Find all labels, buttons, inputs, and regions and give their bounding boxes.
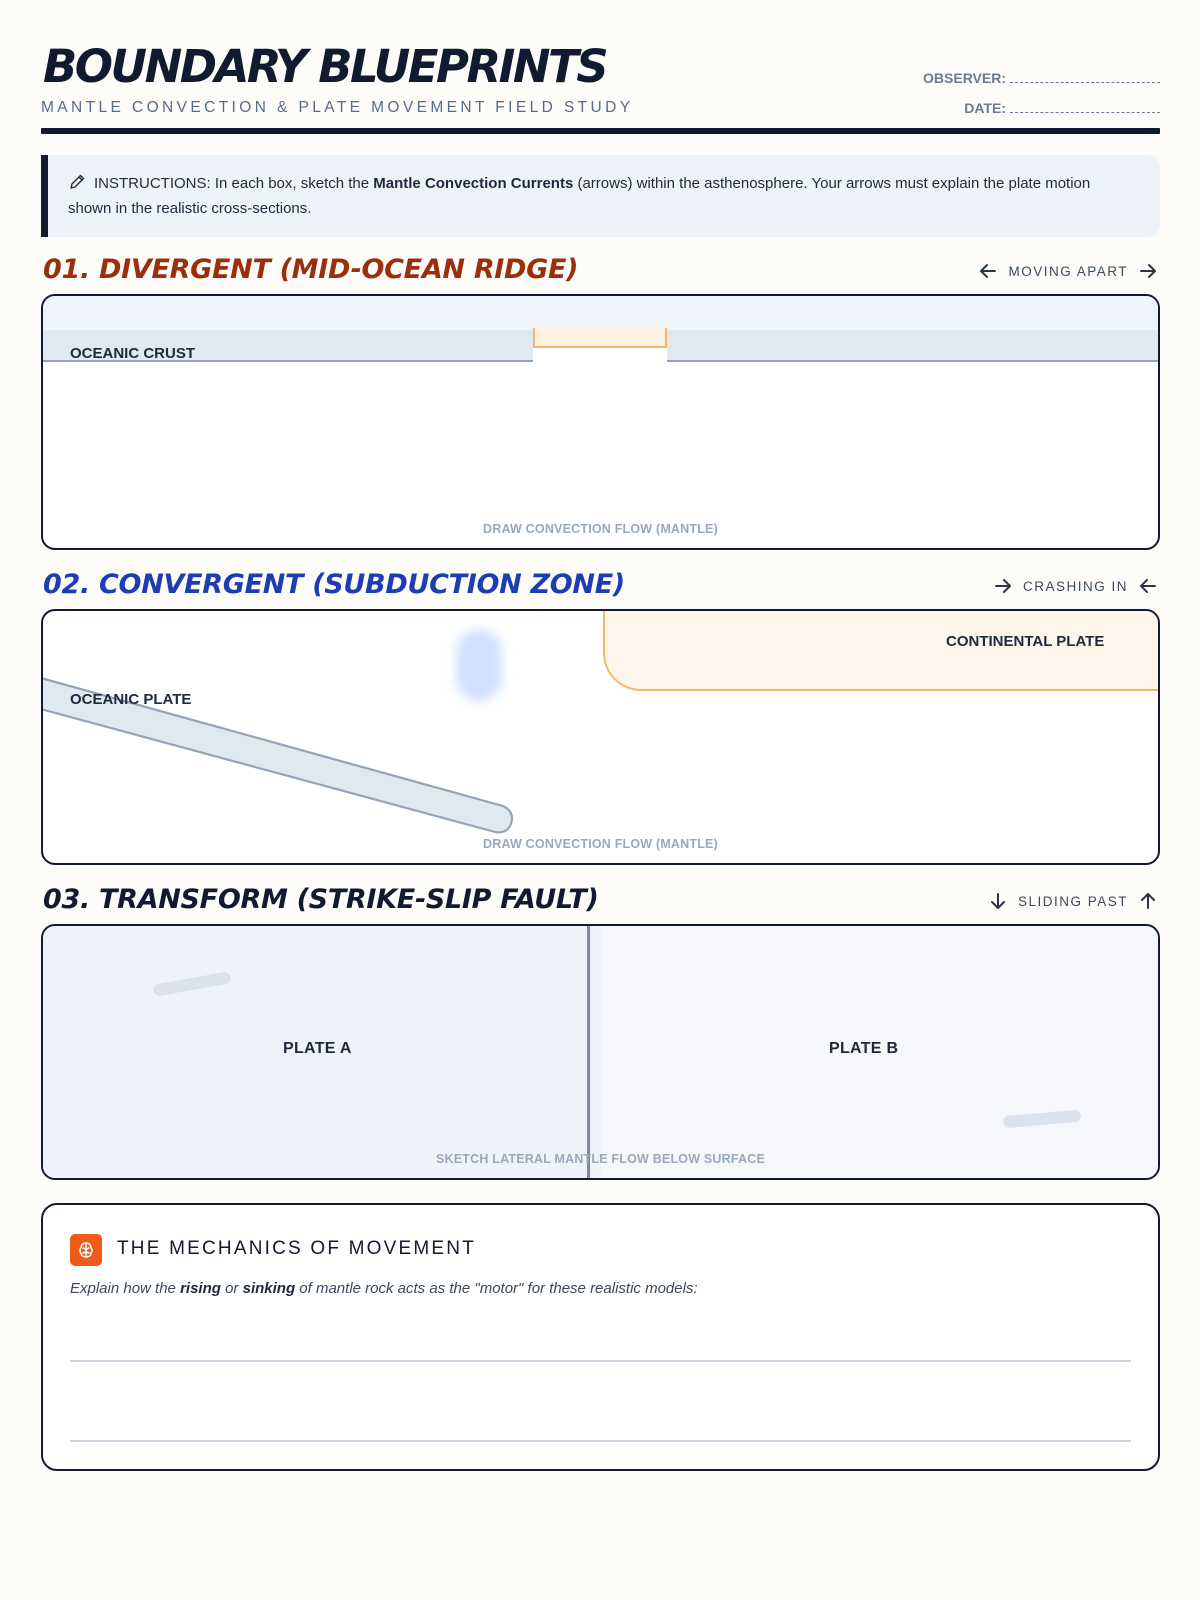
motion-label: MOVING APART xyxy=(1008,263,1128,279)
section-title-transform: 03. TRANSFORM (STRIKE-SLIP FAULT) xyxy=(43,884,599,915)
brain-icon xyxy=(70,1234,102,1266)
date-field[interactable] xyxy=(964,100,1160,116)
draw-hint: SKETCH LATERAL MANTLE FLOW BELOW SURFACE xyxy=(435,1152,766,1166)
motion-indicator-divergent xyxy=(978,261,1158,281)
instructions-tail: (arrows) within the asthenosphere. Your arrows must explain the plate motion shown in the realistic cross-sections. xyxy=(68,175,1091,217)
observer-blank[interactable] xyxy=(1010,71,1160,83)
oceanic-crust-label: OCEANIC CRUST xyxy=(70,345,196,362)
continental-plate-label: CONTINENTAL PLATE xyxy=(946,633,1105,650)
convergent-sketch-box[interactable] xyxy=(41,609,1160,865)
oceanic-crust-right xyxy=(667,330,1158,362)
worksheet-page xyxy=(41,0,1160,1600)
header-divider xyxy=(41,128,1160,134)
instructions-callout xyxy=(41,155,1160,237)
section-title-convergent: 02. CONVERGENT (SUBDUCTION ZONE) xyxy=(43,569,625,600)
arrow-up-icon xyxy=(1138,891,1158,911)
reflection-panel xyxy=(41,1203,1160,1471)
draw-hint: DRAW CONVECTION FLOW (MANTLE) xyxy=(483,837,718,851)
ridge-magma-gap xyxy=(533,328,667,348)
prompt-text: of mantle rock acts as the "motor" for these realistic models: xyxy=(295,1280,698,1297)
instructions-emphasis: Mantle Convection Currents xyxy=(373,175,574,192)
page-title: BOUNDARY BLUEPRINTS xyxy=(43,40,607,93)
prompt-emphasis-rising: rising xyxy=(180,1280,221,1297)
arrow-left-icon xyxy=(1138,576,1158,596)
prompt-emphasis-sinking: sinking xyxy=(242,1280,296,1297)
arrow-left-icon xyxy=(978,261,998,281)
date-label: DATE: xyxy=(964,100,1006,116)
arrow-down-icon xyxy=(988,891,1008,911)
plate-a-label: PLATE A xyxy=(283,1040,352,1057)
transform-sketch-box[interactable] xyxy=(41,924,1160,1180)
observer-label: OBSERVER: xyxy=(923,70,1006,86)
arrow-right-icon xyxy=(1138,261,1158,281)
prompt-text: Explain how the xyxy=(70,1280,181,1297)
page-subtitle: MANTLE CONVECTION & PLATE MOVEMENT FIELD STUDY xyxy=(41,99,634,116)
answer-line[interactable] xyxy=(70,1360,1131,1362)
motion-indicator-convergent xyxy=(993,576,1158,596)
motion-label: SLIDING PAST xyxy=(1017,893,1128,909)
fault-line xyxy=(587,926,590,1178)
date-blank[interactable] xyxy=(1010,101,1160,113)
motion-label: CRASHING IN xyxy=(1022,578,1128,594)
prompt-text: or xyxy=(220,1280,243,1297)
plate-b-label: PLATE B xyxy=(829,1040,899,1057)
oceanic-plate-label: OCEANIC PLATE xyxy=(70,691,192,708)
answer-line[interactable] xyxy=(70,1440,1131,1442)
section-title-divergent: 01. DIVERGENT (MID-OCEAN RIDGE) xyxy=(43,254,579,285)
observer-field[interactable] xyxy=(923,70,1160,86)
draw-hint: DRAW CONVECTION FLOW (MANTLE) xyxy=(483,522,718,536)
reflection-prompt xyxy=(70,1280,698,1297)
reflection-title: THE MECHANICS OF MOVEMENT xyxy=(117,1238,477,1259)
arrow-right-icon xyxy=(993,576,1013,596)
continental-plate xyxy=(603,609,1160,691)
divergent-sketch-box[interactable] xyxy=(41,294,1160,550)
pencil-icon xyxy=(68,173,86,198)
motion-indicator-transform xyxy=(988,891,1158,911)
instructions-lead: INSTRUCTIONS: In each box, sketch the xyxy=(94,175,374,192)
ocean-water xyxy=(43,296,1158,330)
